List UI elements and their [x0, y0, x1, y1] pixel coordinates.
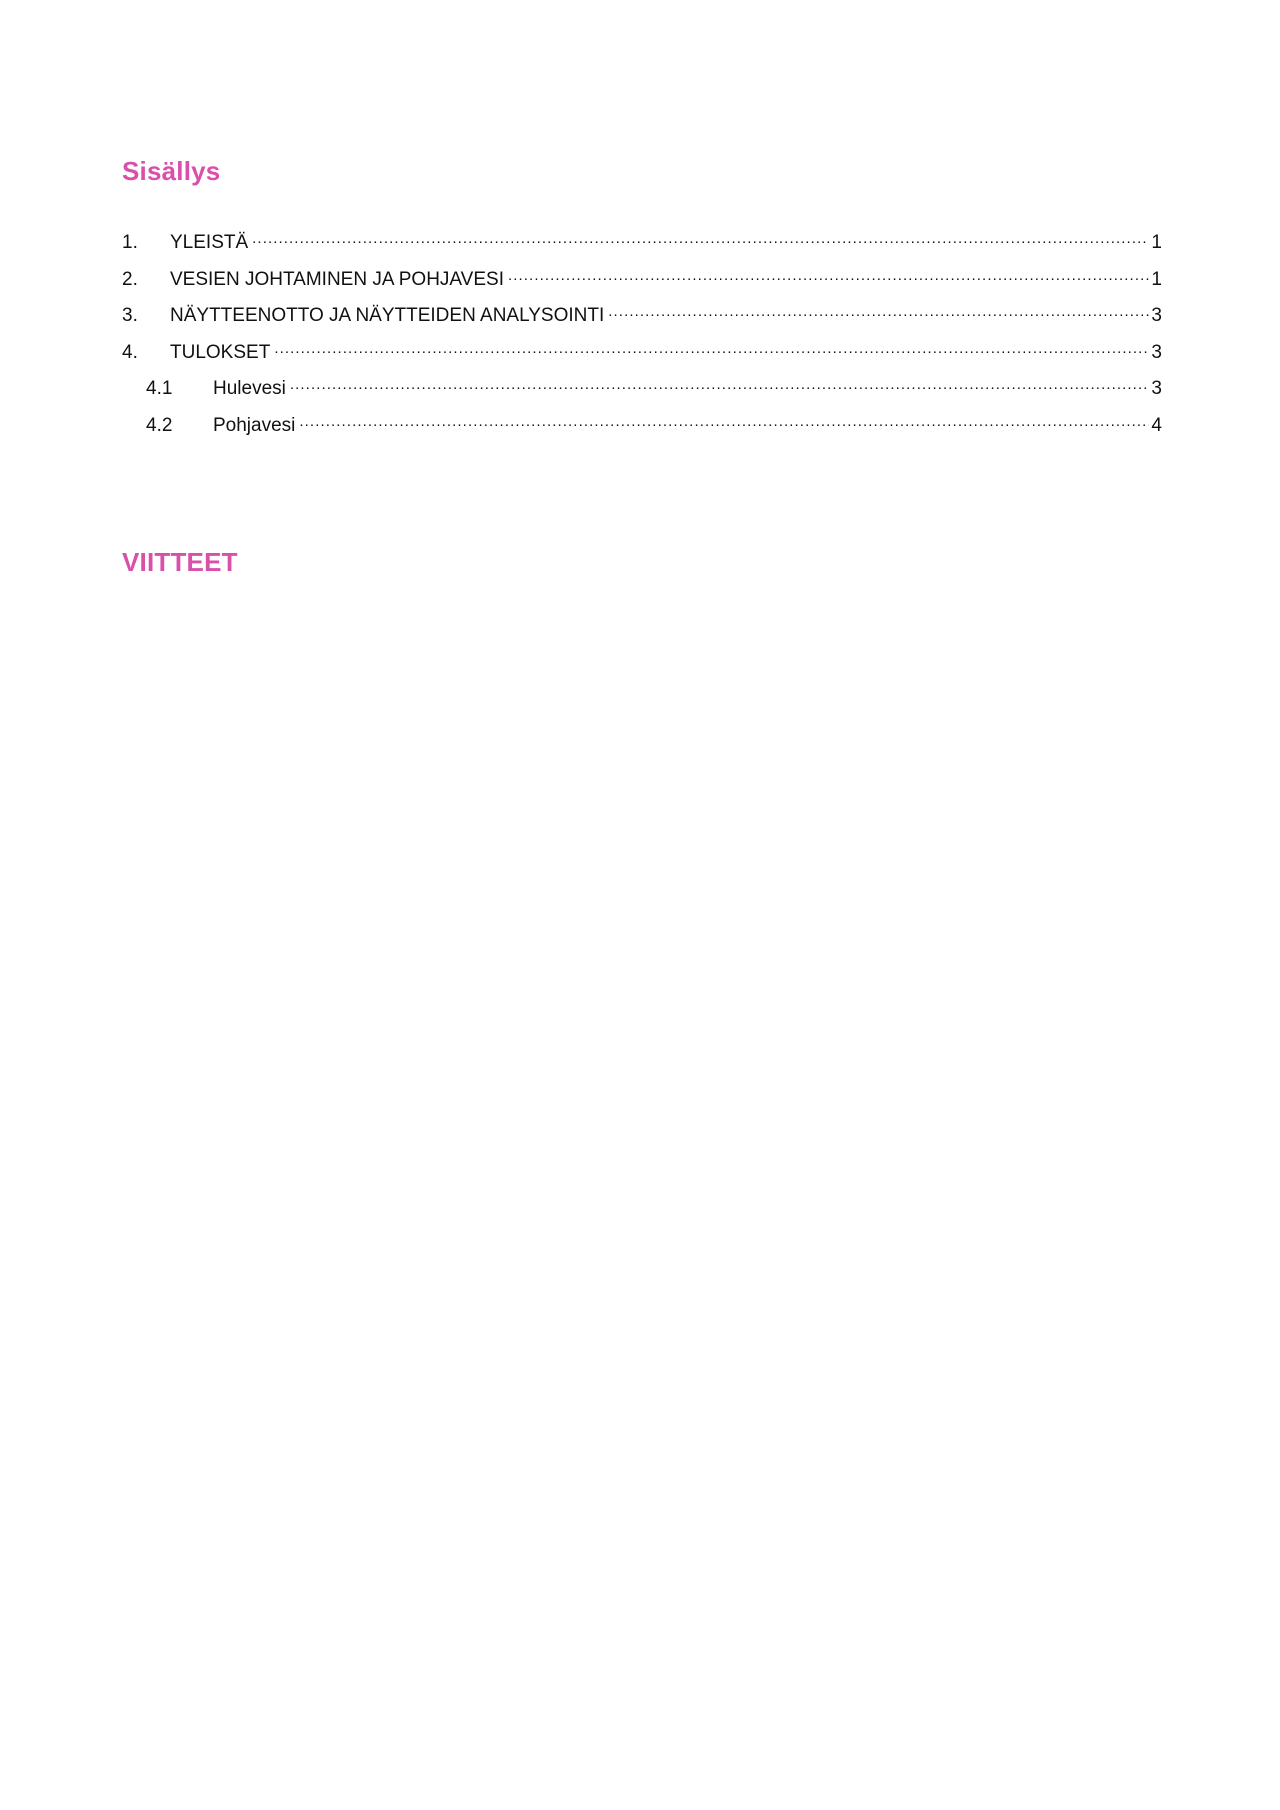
toc-dot-leader	[252, 222, 1149, 248]
toc-entry-label: TULOKSET	[170, 341, 271, 363]
toc-entry-label: Hulevesi	[213, 378, 286, 400]
toc-entry-number: 4.2	[146, 414, 173, 436]
toc-entry-4-1[interactable]	[122, 368, 1162, 405]
toc-heading: Sisällys	[122, 156, 221, 186]
toc-entry-1[interactable]	[122, 222, 1162, 259]
toc-entry-number: 4.1	[146, 378, 173, 400]
toc-entry-number: 4.	[122, 341, 138, 363]
toc-entry-label: VESIEN JOHTAMINEN JA POHJAVESI	[170, 268, 504, 290]
toc-entry-number: 3.	[122, 305, 138, 327]
toc-dot-leader	[299, 405, 1149, 431]
toc-entry-3[interactable]	[122, 295, 1162, 332]
toc-entry-page: 1	[1151, 268, 1162, 290]
toc-entry-page: 4	[1151, 414, 1162, 436]
toc-entry-4-2[interactable]	[122, 405, 1162, 442]
toc-entry-page: 3	[1151, 378, 1162, 400]
toc-entry-page: 3	[1151, 305, 1162, 327]
toc-entry-label: Pohjavesi	[213, 414, 296, 436]
toc-entry-label: YLEISTÄ	[170, 232, 249, 253]
toc-dot-leader	[608, 295, 1149, 321]
toc-entry-number: 1.	[122, 232, 138, 253]
toc-entry-page: 1	[1151, 232, 1162, 253]
toc-entry-number: 2.	[122, 268, 138, 290]
toc-entry-page: 3	[1151, 341, 1162, 363]
toc-entry-2[interactable]	[122, 259, 1162, 296]
table-of-contents	[122, 222, 1162, 442]
toc-dot-leader	[290, 368, 1150, 394]
references-heading: VIITTEET	[122, 547, 238, 577]
toc-dot-leader	[508, 259, 1149, 285]
toc-entry-label: NÄYTTEENOTTO JA NÄYTTEIDEN ANALYSOINTI	[170, 305, 605, 327]
toc-dot-leader	[274, 332, 1149, 358]
toc-entry-4[interactable]	[122, 332, 1162, 369]
